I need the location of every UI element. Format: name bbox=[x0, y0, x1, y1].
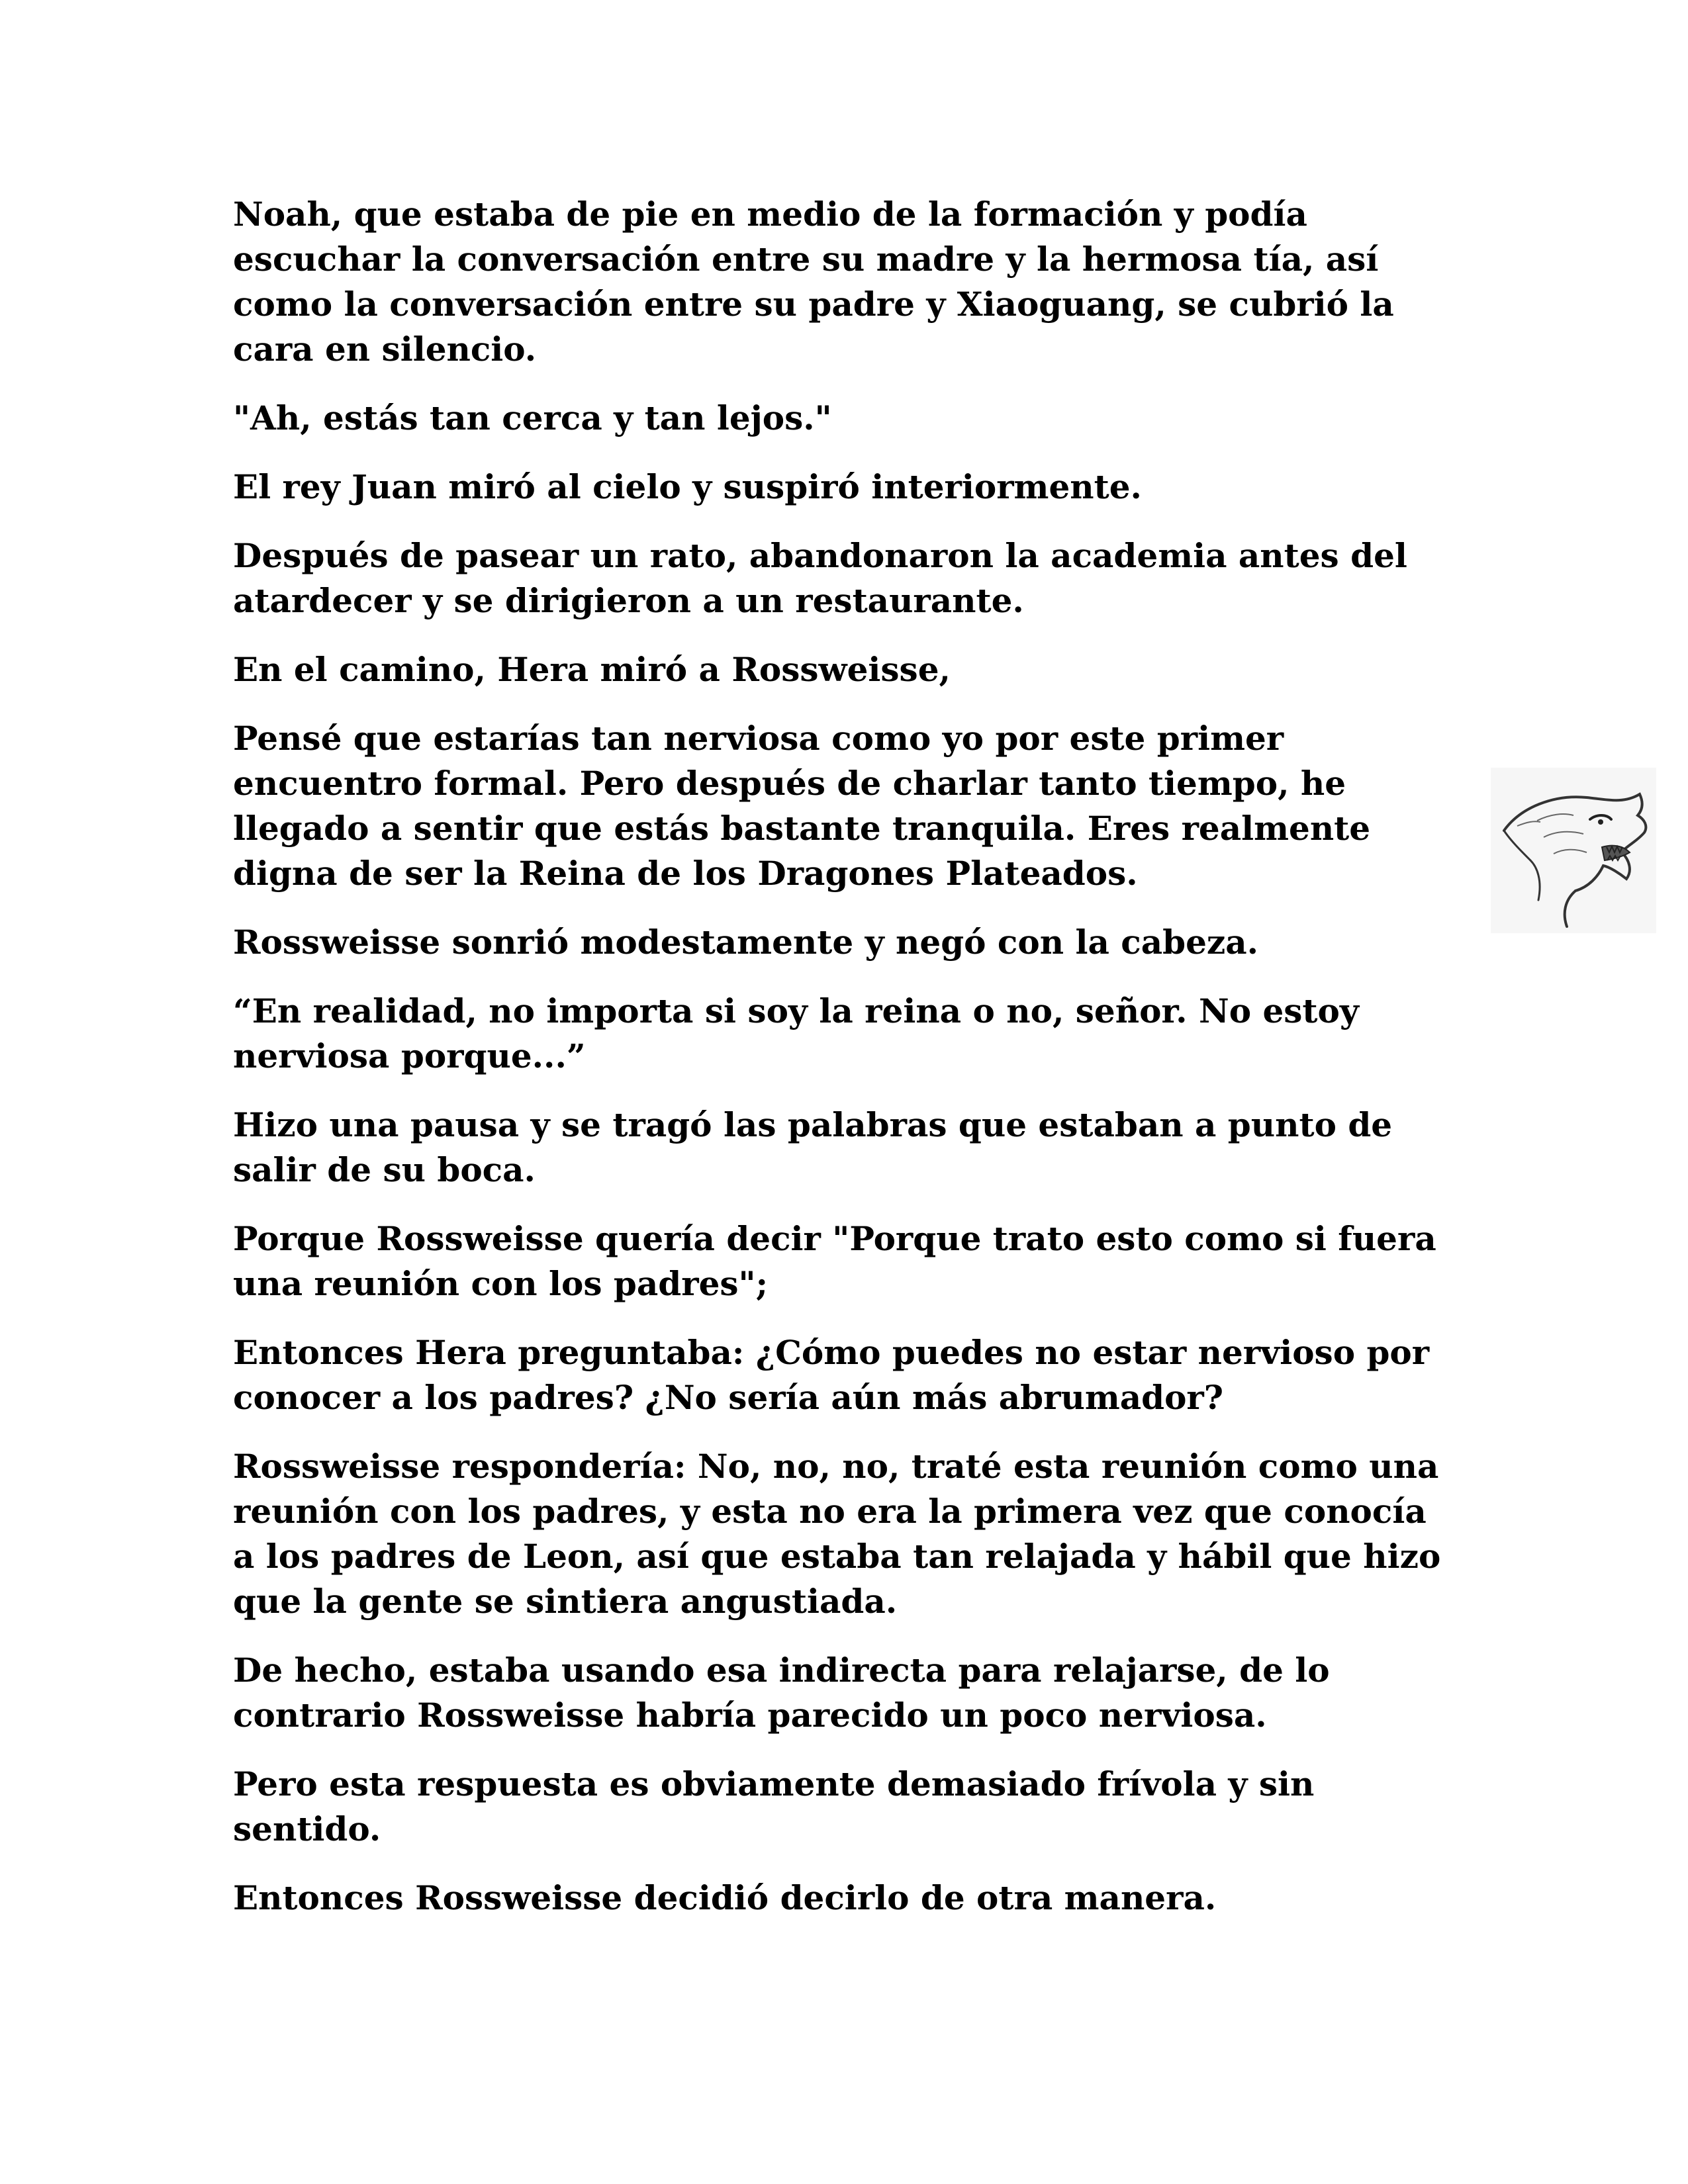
paragraph: En el camino, Hera miró a Rossweisse, bbox=[233, 650, 951, 689]
paragraph: "Ah, estás tan cerca y tan lejos." bbox=[233, 398, 832, 437]
paragraph: Después de pasear un rato, abandonaron la academia antes del atardecer y se dirigieron a un restaurante. bbox=[233, 536, 1407, 620]
dragon-head-sketch-icon bbox=[1491, 768, 1656, 933]
paragraph: Porque Rossweisse quería decir "Porque trato esto como si fuera una reunión con los padres"; bbox=[233, 1219, 1436, 1303]
paragraph: Rossweisse respondería: No, no, no, traté esta reunión como una reunión con los padres, y esta no era la primera vez que conocía a los padres de Leon, así que estaba tan relajada y hábil que hizo que la gente se sintiera angustiada. bbox=[233, 1447, 1441, 1621]
paragraph: De hecho, estaba usando esa indirecta para relajarse, de lo contrario Rossweisse habría parecido un poco nerviosa. bbox=[233, 1651, 1330, 1735]
paragraph: Rossweisse sonrió modestamente y negó con la cabeza. bbox=[233, 923, 1259, 962]
body-text bbox=[233, 192, 1451, 1944]
paragraph: Entonces Rossweisse decidió decirlo de otra manera. bbox=[233, 1878, 1217, 1917]
paragraph: Hizo una pausa y se tragó las palabras que estaban a punto de salir de su boca. bbox=[233, 1105, 1393, 1189]
paragraph: El rey Juan miró al cielo y suspiró interiormente. bbox=[233, 467, 1142, 506]
paragraph: “En realidad, no importa si soy la reina o no, señor. No estoy nerviosa porque...” bbox=[233, 991, 1359, 1075]
paragraph: Entonces Hera preguntaba: ¿Cómo puedes no estar nervioso por conocer a los padres? ¿No sería aún más abrumador? bbox=[233, 1333, 1430, 1417]
paragraph: Pensé que estarías tan nerviosa como yo por este primer encuentro formal. Pero después de charlar tanto tiempo, he llegado a sentir que estás bastante tranquila. Eres realmente digna de ser la Reina de los Dragones Plateados. bbox=[233, 719, 1371, 893]
paragraph: Pero esta respuesta es obviamente demasiado frívola y sin sentido. bbox=[233, 1764, 1315, 1848]
paragraph: Noah, que estaba de pie en medio de la formación y podía escuchar la conversación entre su madre y la hermosa tía, así como la conversación entre su padre y Xiaoguang, se cubrió la cara en silencio. bbox=[233, 195, 1394, 369]
